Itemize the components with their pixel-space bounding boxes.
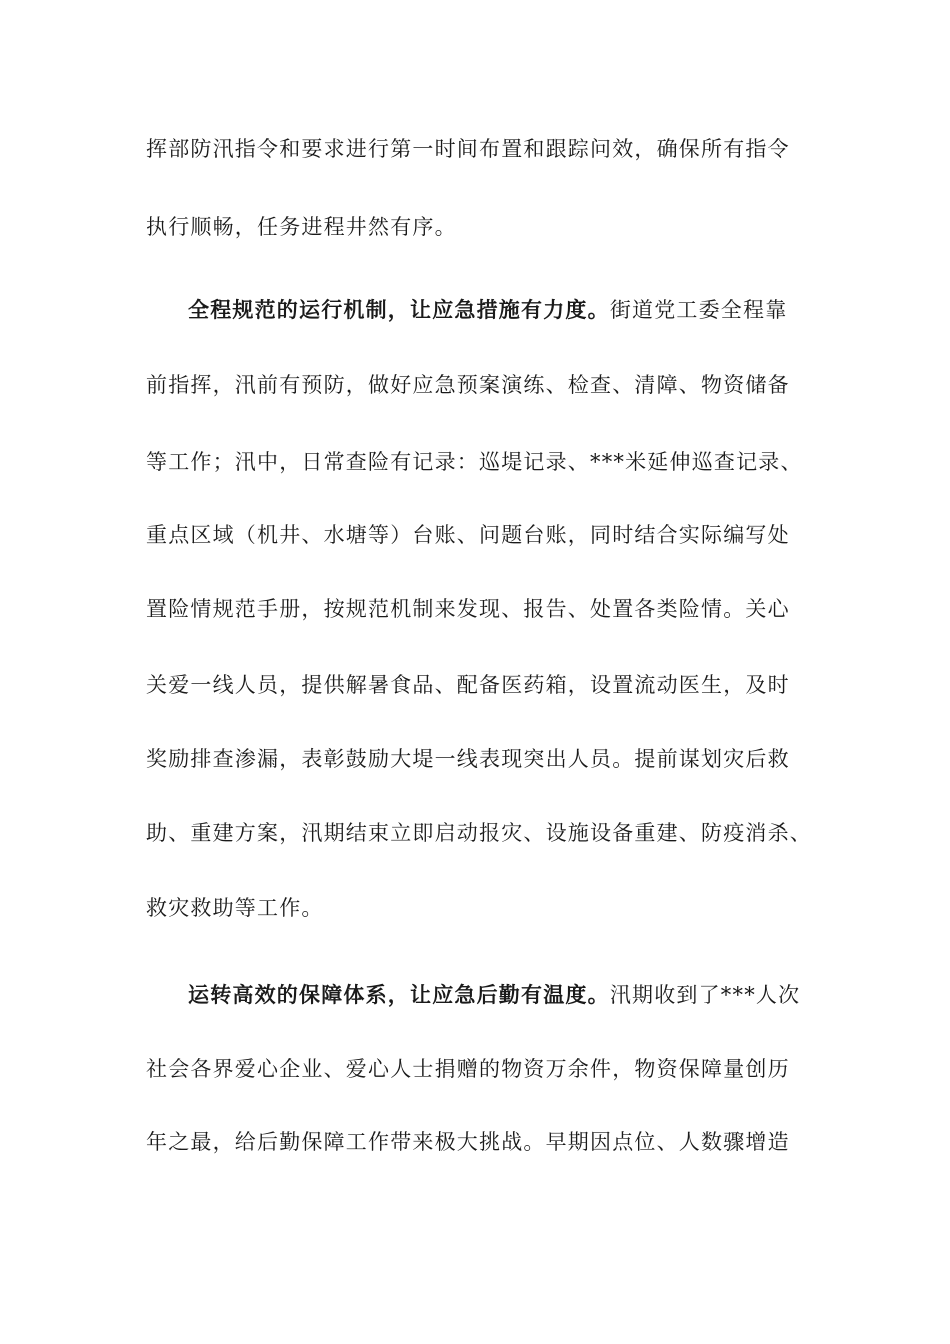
paragraph-1-line-2: 执行顺畅，任务进程井然有序。 <box>146 215 457 239</box>
paragraph-2-line-6: 关爱一线人员，提供解暑食品、配备医药箱，设置流动医生，及时 <box>146 673 790 697</box>
paragraph-2-line-2: 前指挥，汛前有预防，做好应急预案演练、检查、清障、物资储备 <box>146 373 790 397</box>
paragraph-2-line-4: 重点区域（机井、水塘等）台账、问题台账，同时结合实际编写处 <box>146 523 790 547</box>
paragraph-2-heading: 全程规范的运行机制，让应急措施有力度。 <box>188 297 610 322</box>
paragraph-3-heading: 运转高效的保障体系，让应急后勤有温度。 <box>188 982 610 1007</box>
paragraph-2-line-1 <box>188 295 787 325</box>
paragraph-2-line-9: 救灾救助等工作。 <box>146 896 324 920</box>
paragraph-3-line-3: 年之最，给后勤保障工作带来极大挑战。早期因点位、人数骤增造 <box>146 1130 790 1154</box>
paragraph-2-line-7: 奖励排查渗漏，表彰鼓励大堤一线表现突出人员。提前谋划灾后救 <box>146 747 790 771</box>
paragraph-3-first-line-text: 汛期收到了***人次 <box>609 983 801 1007</box>
paragraph-1-line-1: 挥部防汛指令和要求进行第一时间布置和跟踪问效，确保所有指令 <box>146 137 790 161</box>
paragraph-3-line-2: 社会各界爱心企业、爱心人士捐赠的物资万余件，物资保障量创历 <box>146 1057 790 1081</box>
paragraph-2-line-3: 等工作；汛中，日常查险有记录：巡堤记录、***米延伸巡查记录、 <box>146 450 803 474</box>
paragraph-2-line-5: 置险情规范手册，按规范机制来发现、报告、处置各类险情。关心 <box>146 597 790 621</box>
paragraph-3-line-1 <box>188 980 800 1010</box>
paragraph-2-line-8: 助、重建方案，汛期结束立即启动报灾、设施设备重建、防疫消杀、 <box>146 821 812 845</box>
paragraph-2-first-line-text: 街道党工委全程靠 <box>609 298 788 322</box>
